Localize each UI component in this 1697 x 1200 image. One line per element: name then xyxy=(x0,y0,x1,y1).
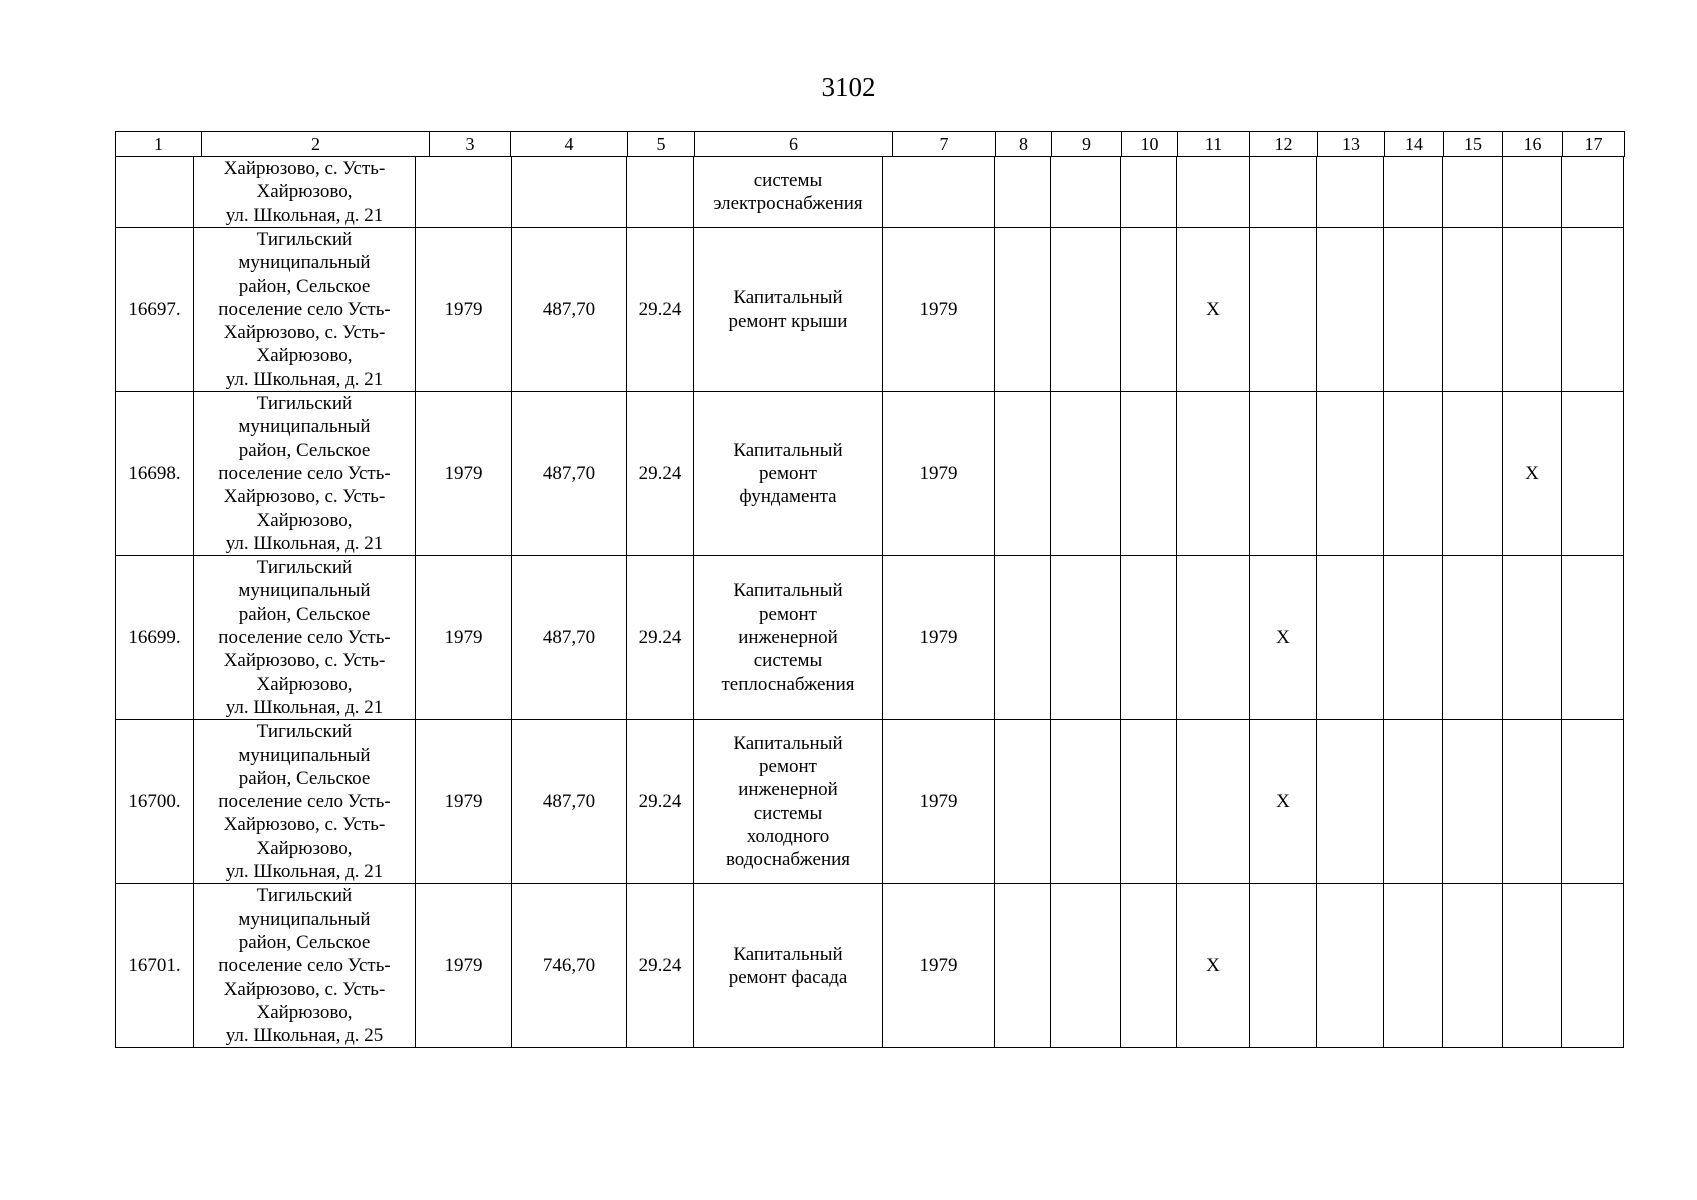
area-cell: 746,70 xyxy=(512,884,627,1048)
address-cell-line: Хайрюзово, xyxy=(256,673,353,695)
address-cell-line: Тигильский xyxy=(256,393,353,415)
mark-cell-col-17 xyxy=(1562,157,1624,228)
address-cell-line: поселение село Усть- xyxy=(218,462,391,484)
address-cell xyxy=(194,157,416,228)
row-number-cell xyxy=(116,157,194,228)
work-type-cell-line: Капитальный xyxy=(733,732,843,754)
address-cell-line: ул. Школьная, д. 25 xyxy=(225,1025,384,1047)
address-cell-line: поселение село Усть- xyxy=(218,955,391,977)
work-type-cell-line: системы xyxy=(753,650,823,672)
column-number-header xyxy=(115,131,1625,157)
header-row xyxy=(116,132,1625,157)
mark-cell-col-8 xyxy=(995,556,1051,720)
mark-cell-col-14 xyxy=(1384,392,1443,556)
mark-cell-col-16: X xyxy=(1503,392,1562,556)
work-type-cell-line: системы xyxy=(753,169,823,191)
column-number-11: 11 xyxy=(1178,132,1250,157)
table-row xyxy=(116,228,1624,392)
mark-cell-col-11: X xyxy=(1177,228,1250,392)
address-cell-line: муниципальный xyxy=(238,580,371,602)
row-number-cell: 16700. xyxy=(116,720,194,884)
address-cell-line: Хайрюзово, xyxy=(256,1001,353,1023)
address-cell-line: Тигильский xyxy=(256,721,353,743)
mark-cell-col-12 xyxy=(1250,228,1317,392)
address-cell xyxy=(194,392,416,556)
mark-cell-col-9 xyxy=(1051,720,1121,884)
address-cell xyxy=(194,228,416,392)
address-cell-line: поселение село Усть- xyxy=(218,791,391,813)
mark-cell-col-13 xyxy=(1317,228,1384,392)
mark-cell-col-17 xyxy=(1562,228,1624,392)
address-cell-line: Тигильский xyxy=(256,229,353,250)
area-cell xyxy=(512,157,627,228)
mark-cell-col-17 xyxy=(1562,884,1624,1048)
mark-cell-col-17 xyxy=(1562,720,1624,884)
address-cell-line: Хайрюзово, с. Усть- xyxy=(223,158,386,180)
mark-cell-col-9 xyxy=(1051,884,1121,1048)
mark-cell-col-13 xyxy=(1317,720,1384,884)
mark-cell-col-12: X xyxy=(1250,556,1317,720)
mark-cell-col-13 xyxy=(1317,392,1384,556)
table-row xyxy=(116,392,1624,556)
column-number-16: 16 xyxy=(1503,132,1563,157)
table-body xyxy=(116,157,1624,1048)
mark-cell-col-8 xyxy=(995,157,1051,228)
mark-cell-col-14 xyxy=(1384,228,1443,392)
column-number-3: 3 xyxy=(430,132,511,157)
year-cell: 1979 xyxy=(416,556,512,720)
mark-cell-col-16 xyxy=(1503,884,1562,1048)
row-number-cell: 16701. xyxy=(116,884,194,1048)
row-number-cell: 16698. xyxy=(116,392,194,556)
work-type-cell-line: ремонт крыши xyxy=(728,310,848,332)
year-cell xyxy=(416,157,512,228)
column-number-8: 8 xyxy=(996,132,1052,157)
mark-cell-col-8 xyxy=(995,392,1051,556)
column-number-15: 15 xyxy=(1444,132,1503,157)
mark-cell-col-17 xyxy=(1562,392,1624,556)
mark-cell-col-10 xyxy=(1121,720,1177,884)
address-cell-line: Тигильский xyxy=(256,557,353,579)
code-cell: 29.24 xyxy=(627,228,694,392)
mark-cell-col-10 xyxy=(1121,556,1177,720)
column-number-10: 10 xyxy=(1122,132,1178,157)
mark-cell-col-11: X xyxy=(1177,884,1250,1048)
year-cell: 1979 xyxy=(416,884,512,1048)
mark-cell-col-9 xyxy=(1051,392,1121,556)
address-cell xyxy=(194,556,416,720)
mark-cell-col-15 xyxy=(1443,392,1503,556)
work-type-cell-line: теплоснабжения xyxy=(721,673,855,695)
mark-cell-col-14 xyxy=(1384,884,1443,1048)
page-number: 3102 xyxy=(821,72,876,102)
column-number-1: 1 xyxy=(116,132,202,157)
work-type-cell xyxy=(694,720,883,884)
address-cell-line: Тигильский xyxy=(256,885,353,907)
work-type-cell xyxy=(694,157,883,228)
work-type-cell-line: ремонт xyxy=(759,756,817,778)
address-cell-line: муниципальный xyxy=(238,252,371,274)
area-cell: 487,70 xyxy=(512,720,627,884)
address-cell-line: ул. Школьная, д. 21 xyxy=(225,861,384,883)
address-cell xyxy=(194,884,416,1048)
area-cell: 487,70 xyxy=(512,556,627,720)
work-type-cell-line: инженерной xyxy=(738,779,838,801)
address-cell-line: ул. Школьная, д. 21 xyxy=(225,532,384,554)
column-7-cell: 1979 xyxy=(883,556,995,720)
work-type-cell-line: системы xyxy=(753,802,823,824)
work-type-cell-line: водоснабжения xyxy=(725,849,851,871)
address-cell-line: Хайрюзово, с. Усть- xyxy=(223,650,386,672)
address-cell-line: Хайрюзово, с. Усть- xyxy=(223,322,386,344)
mark-cell-col-17 xyxy=(1562,556,1624,720)
work-type-cell xyxy=(694,884,883,1048)
address-cell xyxy=(194,720,416,884)
address-cell-line: Хайрюзово, xyxy=(256,181,353,203)
mark-cell-col-12 xyxy=(1250,157,1317,228)
code-cell: 29.24 xyxy=(627,556,694,720)
year-cell: 1979 xyxy=(416,392,512,556)
address-cell-line: Хайрюзово, xyxy=(256,509,353,531)
table-row xyxy=(116,556,1624,720)
mark-cell-col-10 xyxy=(1121,228,1177,392)
mark-cell-col-12 xyxy=(1250,884,1317,1048)
row-number-cell: 16699. xyxy=(116,556,194,720)
mark-cell-col-11 xyxy=(1177,392,1250,556)
column-number-13: 13 xyxy=(1318,132,1385,157)
mark-cell-col-12: X xyxy=(1250,720,1317,884)
mark-cell-col-9 xyxy=(1051,228,1121,392)
code-cell xyxy=(627,157,694,228)
column-7-cell: 1979 xyxy=(883,720,995,884)
mark-cell-col-13 xyxy=(1317,556,1384,720)
column-number-17: 17 xyxy=(1563,132,1625,157)
mark-cell-col-11 xyxy=(1177,157,1250,228)
year-cell: 1979 xyxy=(416,720,512,884)
work-type-cell-line: электроснабжения xyxy=(713,193,863,214)
work-type-cell-line: ремонт xyxy=(759,603,817,625)
address-cell-line: ул. Школьная, д. 21 xyxy=(225,204,384,226)
work-type-cell-line: Капитальный xyxy=(733,943,843,965)
address-cell-line: муниципальный xyxy=(238,416,371,438)
work-type-cell-line: фундамента xyxy=(739,486,837,508)
column-7-cell: 1979 xyxy=(883,884,995,1048)
column-number-2: 2 xyxy=(202,132,430,157)
code-cell: 29.24 xyxy=(627,884,694,1048)
table-row xyxy=(116,720,1624,884)
mark-cell-col-8 xyxy=(995,720,1051,884)
column-number-5: 5 xyxy=(628,132,695,157)
address-cell-line: Хайрюзово, с. Усть- xyxy=(223,978,386,1000)
address-cell-line: ул. Школьная, д. 21 xyxy=(225,696,384,718)
work-type-cell xyxy=(694,228,883,392)
mark-cell-col-15 xyxy=(1443,884,1503,1048)
table-row xyxy=(116,884,1624,1048)
mark-cell-col-16 xyxy=(1503,228,1562,392)
mark-cell-col-14 xyxy=(1384,556,1443,720)
table-row xyxy=(116,157,1624,228)
address-cell-line: Хайрюзово, xyxy=(256,345,353,367)
mark-cell-col-15 xyxy=(1443,720,1503,884)
work-type-cell-line: Капитальный xyxy=(733,580,843,602)
column-7-cell: 1979 xyxy=(883,228,995,392)
address-cell-line: район, Сельское xyxy=(238,439,371,461)
column-number-9: 9 xyxy=(1052,132,1122,157)
address-cell-line: район, Сельское xyxy=(238,603,371,625)
work-type-cell xyxy=(694,556,883,720)
mark-cell-col-16 xyxy=(1503,157,1562,228)
mark-cell-col-12 xyxy=(1250,392,1317,556)
mark-cell-col-15 xyxy=(1443,228,1503,392)
repair-schedule-table xyxy=(115,156,1624,1048)
year-cell: 1979 xyxy=(416,228,512,392)
column-number-6: 6 xyxy=(695,132,893,157)
address-cell-line: район, Сельское xyxy=(238,767,371,789)
address-cell-line: Хайрюзово, с. Усть- xyxy=(223,486,386,508)
work-type-cell-line: ремонт фасада xyxy=(728,966,848,988)
mark-cell-col-9 xyxy=(1051,556,1121,720)
column-number-14: 14 xyxy=(1385,132,1444,157)
work-type-cell-line: Капитальный xyxy=(733,439,843,461)
mark-cell-col-10 xyxy=(1121,157,1177,228)
work-type-cell-line: ремонт xyxy=(759,462,817,484)
work-type-cell-line: инженерной xyxy=(738,627,838,649)
area-cell: 487,70 xyxy=(512,392,627,556)
address-cell-line: муниципальный xyxy=(238,908,371,930)
row-number-cell: 16697. xyxy=(116,228,194,392)
column-number-4: 4 xyxy=(511,132,628,157)
column-7-cell xyxy=(883,157,995,228)
mark-cell-col-11 xyxy=(1177,556,1250,720)
work-type-cell-line: Капитальный xyxy=(733,287,843,309)
address-cell-line: район, Сельское xyxy=(238,275,371,297)
column-number-7: 7 xyxy=(893,132,996,157)
column-number-12: 12 xyxy=(1250,132,1318,157)
address-cell-line: поселение село Усть- xyxy=(218,298,391,320)
column-7-cell: 1979 xyxy=(883,392,995,556)
mark-cell-col-10 xyxy=(1121,884,1177,1048)
work-type-cell-line: холодного xyxy=(746,826,830,848)
address-cell-line: Хайрюзово, с. Усть- xyxy=(223,814,386,836)
code-cell: 29.24 xyxy=(627,720,694,884)
mark-cell-col-14 xyxy=(1384,157,1443,228)
mark-cell-col-8 xyxy=(995,884,1051,1048)
mark-cell-col-8 xyxy=(995,228,1051,392)
address-cell-line: муниципальный xyxy=(238,744,371,766)
mark-cell-col-16 xyxy=(1503,556,1562,720)
mark-cell-col-9 xyxy=(1051,157,1121,228)
address-cell-line: Хайрюзово, xyxy=(256,837,353,859)
mark-cell-col-15 xyxy=(1443,556,1503,720)
mark-cell-col-13 xyxy=(1317,157,1384,228)
mark-cell-col-10 xyxy=(1121,392,1177,556)
mark-cell-col-13 xyxy=(1317,884,1384,1048)
mark-cell-col-16 xyxy=(1503,720,1562,884)
area-cell: 487,70 xyxy=(512,228,627,392)
address-cell-line: поселение село Усть- xyxy=(218,627,391,649)
address-cell-line: ул. Школьная, д. 21 xyxy=(225,368,384,390)
code-cell: 29.24 xyxy=(627,392,694,556)
address-cell-line: район, Сельское xyxy=(238,931,371,953)
work-type-cell xyxy=(694,392,883,556)
mark-cell-col-15 xyxy=(1443,157,1503,228)
mark-cell-col-14 xyxy=(1384,720,1443,884)
mark-cell-col-11 xyxy=(1177,720,1250,884)
